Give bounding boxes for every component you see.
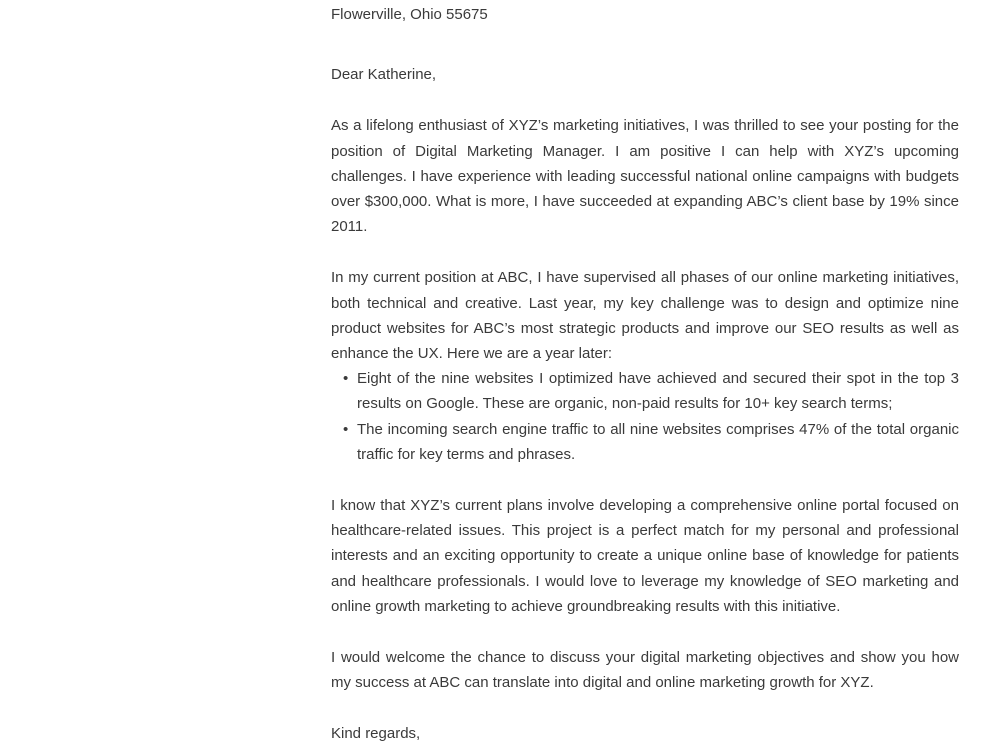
- list-item-text: The incoming search engine traffic to all nine websites comprises 47% of the total organic traffic for key terms and phrases.: [357, 420, 959, 463]
- address-line: Flowerville, Ohio 55675: [331, 6, 488, 23]
- paragraph-current-position: In my current position at ABC, I have supervised all phases of our online marketing initiatives, both technical and creative. Last year, my key challenge was to design and optimize nine product websites for ABC’s most strategic products and improve our SEO results as well as enhance the UX. Here we are a year later:: [331, 269, 959, 363]
- bullet-icon: •: [343, 420, 349, 438]
- paragraph-intro: As a lifelong enthusiast of XYZ’s marketing initiatives, I was thrilled to see your posting for the position of Digital Marketing Manager. I am positive I can help with XYZ’s upcoming challenges. I have experience with leading successful national online campaigns with budgets over $300,000. What is more, I have succeeded at expanding ABC’s client base by 19% since 2011.: [331, 117, 959, 236]
- closing: Kind regards,: [331, 725, 421, 743]
- paragraph-plans: I know that XYZ’s current plans involve developing a comprehensive online portal focused on healthcare-related issues. This project is a perfect match for my personal and professional interests and an exciting opportunity to create a unique online base of knowledge for patients and healthcare professionals. I would love to leverage my knowledge of SEO marketing and online growth marketing to achieve groundbreaking results with this initiative.: [331, 497, 959, 615]
- list-item: [331, 417, 959, 467]
- bullet-icon: •: [343, 370, 349, 388]
- cover-letter-body: [331, 2, 959, 747]
- paragraph-closing-request: I would welcome the chance to discuss your digital marketing objectives and show you how my success at ABC can translate into digital and online marketing growth for XYZ.: [331, 649, 959, 692]
- salutation: Dear Katherine,: [331, 66, 437, 84]
- list-item-text: Eight of the nine websites I optimized have achieved and secured their spot in the top 3 results on Google. These are organic, non-paid results for 10+ key search terms;: [357, 370, 959, 413]
- list-item: [331, 366, 959, 416]
- achievements-list: [331, 366, 959, 467]
